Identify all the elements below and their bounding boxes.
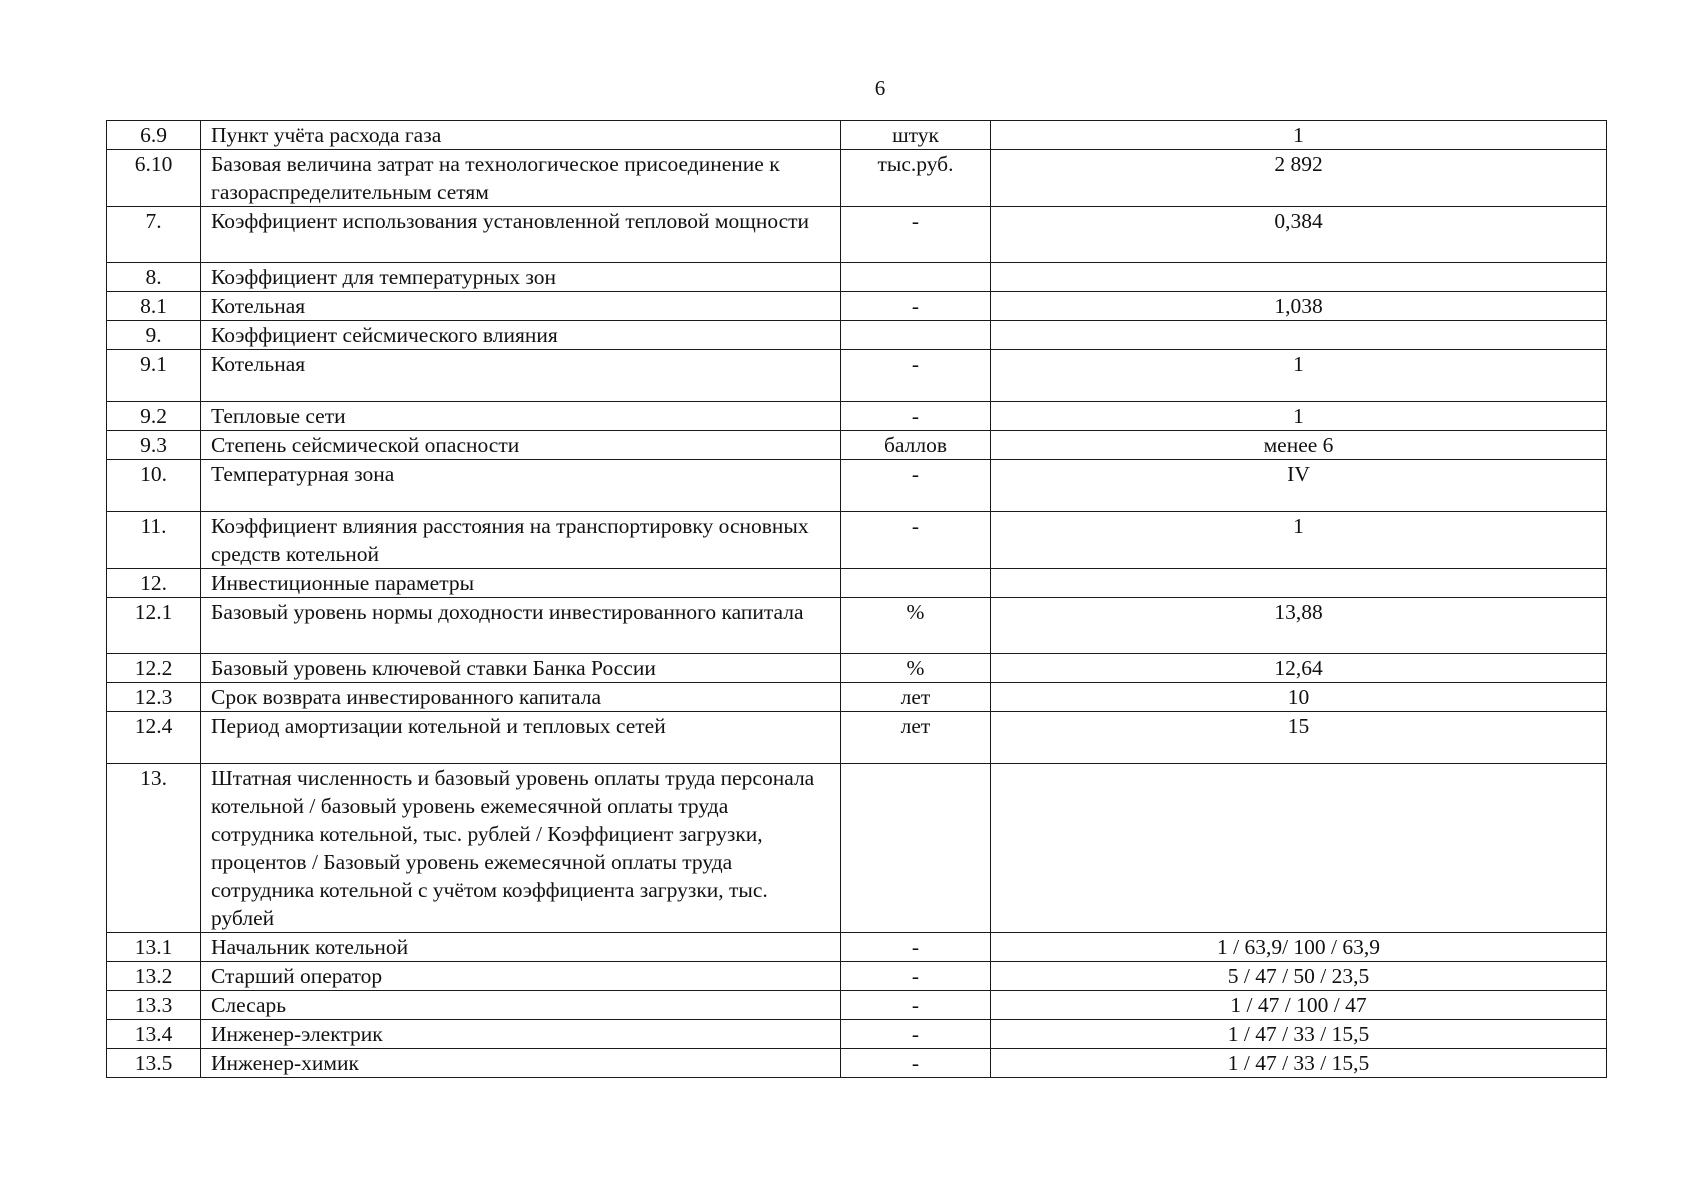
row-value: 2 892 xyxy=(991,150,1607,207)
row-value: 12,64 xyxy=(991,654,1607,683)
table-row xyxy=(107,569,1607,598)
table-row xyxy=(107,764,1607,933)
row-name: Инженер-электрик xyxy=(201,1020,841,1049)
row-value xyxy=(991,764,1607,933)
table-row xyxy=(107,962,1607,991)
row-name: Слесарь xyxy=(201,991,841,1020)
row-number: 9. xyxy=(107,321,201,350)
parameters-table xyxy=(106,120,1607,1078)
row-unit: - xyxy=(841,933,991,962)
row-number: 7. xyxy=(107,207,201,263)
row-unit: - xyxy=(841,1020,991,1049)
row-name: Тепловые сети xyxy=(201,402,841,431)
row-value: 1,038 xyxy=(991,292,1607,321)
row-name: Коэффициент использования установленной тепловой мощности xyxy=(201,207,841,263)
row-unit: - xyxy=(841,512,991,569)
row-unit: лет xyxy=(841,712,991,764)
row-unit: - xyxy=(841,402,991,431)
row-number: 12. xyxy=(107,569,201,598)
row-unit: - xyxy=(841,350,991,402)
row-unit: - xyxy=(841,292,991,321)
row-value: 1 / 47 / 33 / 15,5 xyxy=(991,1020,1607,1049)
row-number: 9.3 xyxy=(107,431,201,460)
table-row xyxy=(107,292,1607,321)
table-row xyxy=(107,402,1607,431)
row-name: Пункт учёта расхода газа xyxy=(201,121,841,150)
row-value: 1 / 47 / 100 / 47 xyxy=(991,991,1607,1020)
row-value: 1 xyxy=(991,512,1607,569)
row-value: IV xyxy=(991,460,1607,512)
table-row xyxy=(107,350,1607,402)
row-name: Штатная численность и базовый уровень оплаты труда персонала котельной / базовый уровень ежемесячной оплаты труда сотрудника котельной, тыс. рублей / Коэффициент загрузки, процентов / Базовый уровень ежемесячной оплаты труда сотрудника котельной с учётом коэффициента загрузки, тыс. рублей xyxy=(201,764,841,933)
table-body xyxy=(107,121,1607,1078)
row-value xyxy=(991,263,1607,292)
table-row xyxy=(107,207,1607,263)
row-name: Базовый уровень нормы доходности инвестированного капитала xyxy=(201,598,841,654)
row-number: 10. xyxy=(107,460,201,512)
row-number: 13. xyxy=(107,764,201,933)
row-name: Инженер-химик xyxy=(201,1049,841,1078)
row-unit xyxy=(841,569,991,598)
row-number: 12.2 xyxy=(107,654,201,683)
row-name: Начальник котельной xyxy=(201,933,841,962)
row-name: Инвестиционные параметры xyxy=(201,569,841,598)
row-value: 10 xyxy=(991,683,1607,712)
row-name: Степень сейсмической опасности xyxy=(201,431,841,460)
row-value: 5 / 47 / 50 / 23,5 xyxy=(991,962,1607,991)
table-row xyxy=(107,150,1607,207)
row-unit xyxy=(841,321,991,350)
table-row xyxy=(107,1020,1607,1049)
row-unit: штук xyxy=(841,121,991,150)
row-name: Период амортизации котельной и тепловых сетей xyxy=(201,712,841,764)
row-value: 1 xyxy=(991,121,1607,150)
row-number: 13.2 xyxy=(107,962,201,991)
row-number: 13.3 xyxy=(107,991,201,1020)
row-unit: - xyxy=(841,460,991,512)
row-value: 1 xyxy=(991,350,1607,402)
table-row xyxy=(107,431,1607,460)
row-unit xyxy=(841,263,991,292)
row-value: 0,384 xyxy=(991,207,1607,263)
table-row xyxy=(107,598,1607,654)
row-number: 9.1 xyxy=(107,350,201,402)
row-number: 6.9 xyxy=(107,121,201,150)
row-name: Срок возврата инвестированного капитала xyxy=(201,683,841,712)
row-name: Коэффициент для температурных зон xyxy=(201,263,841,292)
row-unit: - xyxy=(841,1049,991,1078)
table-row xyxy=(107,933,1607,962)
row-name: Котельная xyxy=(201,292,841,321)
table-row xyxy=(107,512,1607,569)
row-unit: - xyxy=(841,962,991,991)
row-unit: % xyxy=(841,598,991,654)
row-unit: баллов xyxy=(841,431,991,460)
row-unit xyxy=(841,764,991,933)
row-unit: лет xyxy=(841,683,991,712)
row-name: Старший оператор xyxy=(201,962,841,991)
row-number: 13.1 xyxy=(107,933,201,962)
row-number: 6.10 xyxy=(107,150,201,207)
row-name: Коэффициент сейсмического влияния xyxy=(201,321,841,350)
row-number: 8. xyxy=(107,263,201,292)
row-value: 1 xyxy=(991,402,1607,431)
table-row xyxy=(107,121,1607,150)
row-number: 9.2 xyxy=(107,402,201,431)
row-name: Базовый уровень ключевой ставки Банка России xyxy=(201,654,841,683)
row-value xyxy=(991,321,1607,350)
row-number: 12.4 xyxy=(107,712,201,764)
row-number: 12.3 xyxy=(107,683,201,712)
row-name: Температурная зона xyxy=(201,460,841,512)
row-unit: тыс.руб. xyxy=(841,150,991,207)
table-row xyxy=(107,1049,1607,1078)
table-row xyxy=(107,321,1607,350)
row-value: менее 6 xyxy=(991,431,1607,460)
row-number: 11. xyxy=(107,512,201,569)
row-number: 13.5 xyxy=(107,1049,201,1078)
table-row xyxy=(107,683,1607,712)
row-value xyxy=(991,569,1607,598)
table-row xyxy=(107,460,1607,512)
table-row xyxy=(107,263,1607,292)
row-number: 8.1 xyxy=(107,292,201,321)
row-name: Коэффициент влияния расстояния на транспортировку основных средств котельной xyxy=(201,512,841,569)
table-row xyxy=(107,712,1607,764)
row-unit: % xyxy=(841,654,991,683)
row-number: 13.4 xyxy=(107,1020,201,1049)
row-name: Котельная xyxy=(201,350,841,402)
row-value: 1 / 63,9/ 100 / 63,9 xyxy=(991,933,1607,962)
row-value: 1 / 47 / 33 / 15,5 xyxy=(991,1049,1607,1078)
row-value: 13,88 xyxy=(991,598,1607,654)
table-row xyxy=(107,991,1607,1020)
row-value: 15 xyxy=(991,712,1607,764)
row-number: 12.1 xyxy=(107,598,201,654)
row-name: Базовая величина затрат на технологическое присоединение к газораспределительным сетям xyxy=(201,150,841,207)
table-row xyxy=(107,654,1607,683)
row-unit: - xyxy=(841,207,991,263)
page-number: 6 xyxy=(874,76,886,100)
row-unit: - xyxy=(841,991,991,1020)
